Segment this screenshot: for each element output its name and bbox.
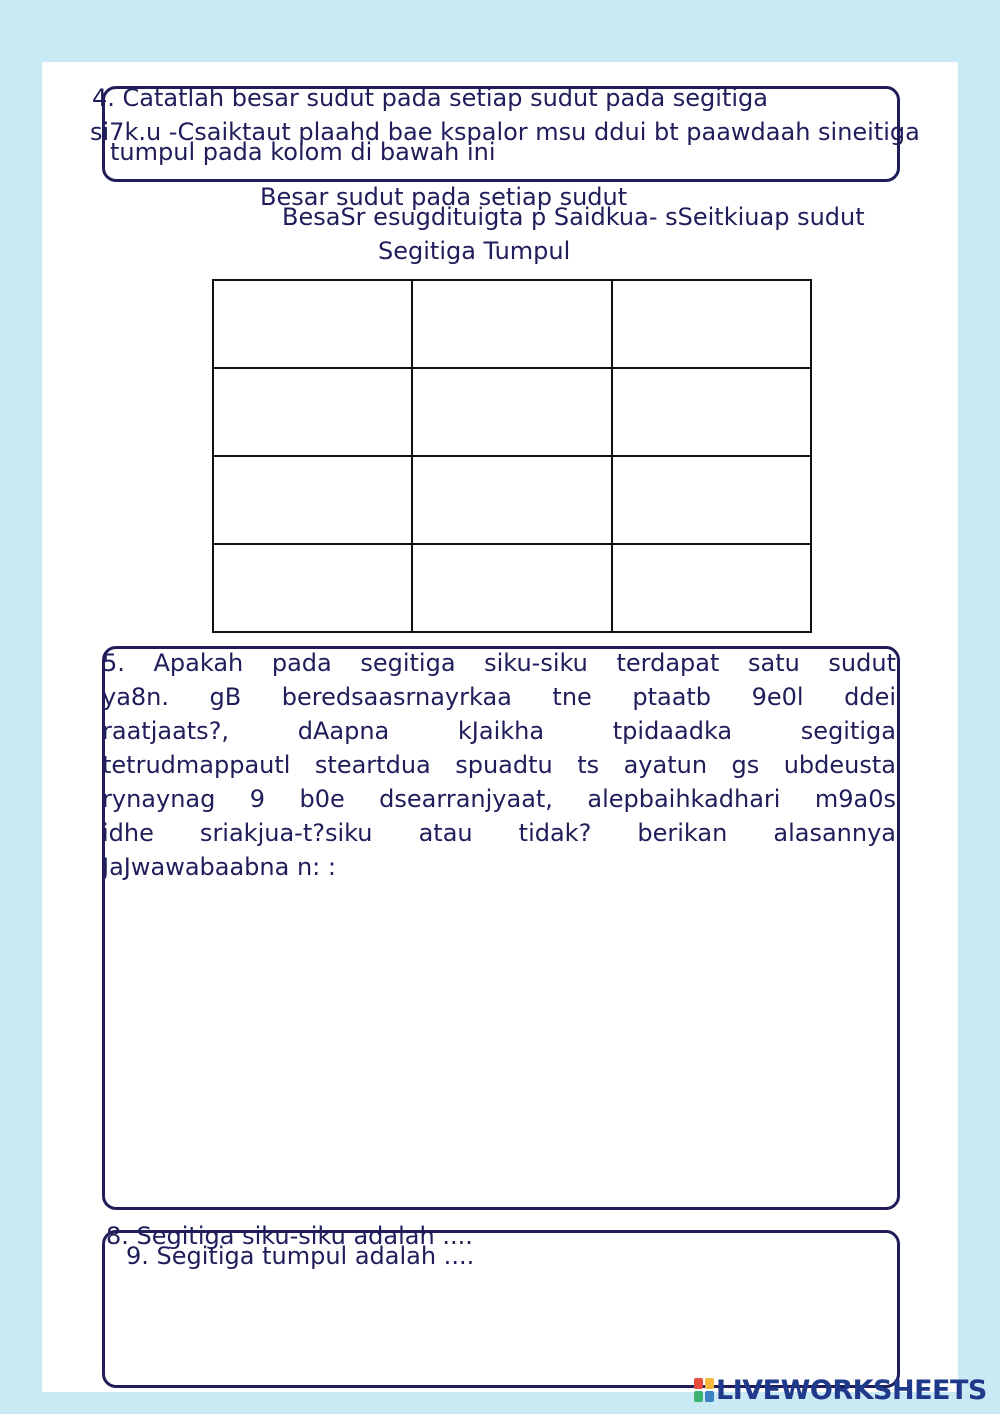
question-5-text (102, 646, 896, 884)
question-5-line: 5. Apakah pada segitiga siku-siku terdapat satu sudut (102, 649, 896, 677)
table-cell[interactable] (213, 368, 412, 456)
question-5-line: raatjaats?, dAapna kJaikha tpidaadka segitiga (102, 717, 896, 745)
table-cell[interactable] (213, 544, 412, 632)
table-cell[interactable] (612, 544, 811, 632)
answer-table (212, 279, 812, 633)
liveworksheets-logo (694, 1376, 987, 1404)
table-row (213, 544, 811, 632)
question-8-text: 8. Segitiga siku-siku adalah .... (106, 1222, 473, 1250)
liveworksheets-logo-icon (694, 1378, 714, 1402)
table-row (213, 368, 811, 456)
table-cell[interactable] (412, 544, 611, 632)
table-cell[interactable] (412, 280, 611, 368)
table-row (213, 280, 811, 368)
question-5-line: ya8n. gB beredsaasrnayrkaa tne ptaatb 9e0l ddei (102, 683, 896, 711)
table-heading-line-2: BesaSr esugdituigta p Saidkua- sSeitkiuap sudut (282, 203, 865, 231)
table-cell[interactable] (412, 456, 611, 544)
table-cell[interactable] (412, 368, 611, 456)
question-5-line: tetrudmappautl steartdua spuadtu ts ayatun gs ubdeusta (102, 751, 896, 779)
table-heading-line-1: Besar sudut pada setiap sudut (260, 183, 628, 211)
table-row (213, 456, 811, 544)
question-5-line: rynaynag 9 b0e dsearranjyaat, alepbaihkadhari m9a0s (102, 785, 896, 813)
question-4-line-2: si7k.u -Csaiktaut plaahd bae kspalor msu ddui bt paawdaah sineitiga (90, 118, 920, 146)
table-cell[interactable] (612, 456, 811, 544)
question-5-line: idhe sriakjua-t?siku atau tidak? berikan alasannya (102, 819, 896, 847)
question-4-line-1: 4. Catatlah besar sudut pada setiap sudut pada segitiga (92, 84, 768, 112)
liveworksheets-logo-text: LIVEWORKSHEETS (716, 1374, 987, 1406)
question-4-line-3: tumpul pada kolom di bawah ini (110, 138, 496, 166)
question-9-text: 9. Segitiga tumpul adalah .... (126, 1242, 475, 1270)
table-cell[interactable] (213, 280, 412, 368)
table-cell[interactable] (612, 280, 811, 368)
table-heading-line-3: Segitiga Tumpul (378, 237, 571, 265)
table-cell[interactable] (213, 456, 412, 544)
question-5-line: JaJwawabaabna n: : (102, 853, 336, 881)
table-cell[interactable] (612, 368, 811, 456)
